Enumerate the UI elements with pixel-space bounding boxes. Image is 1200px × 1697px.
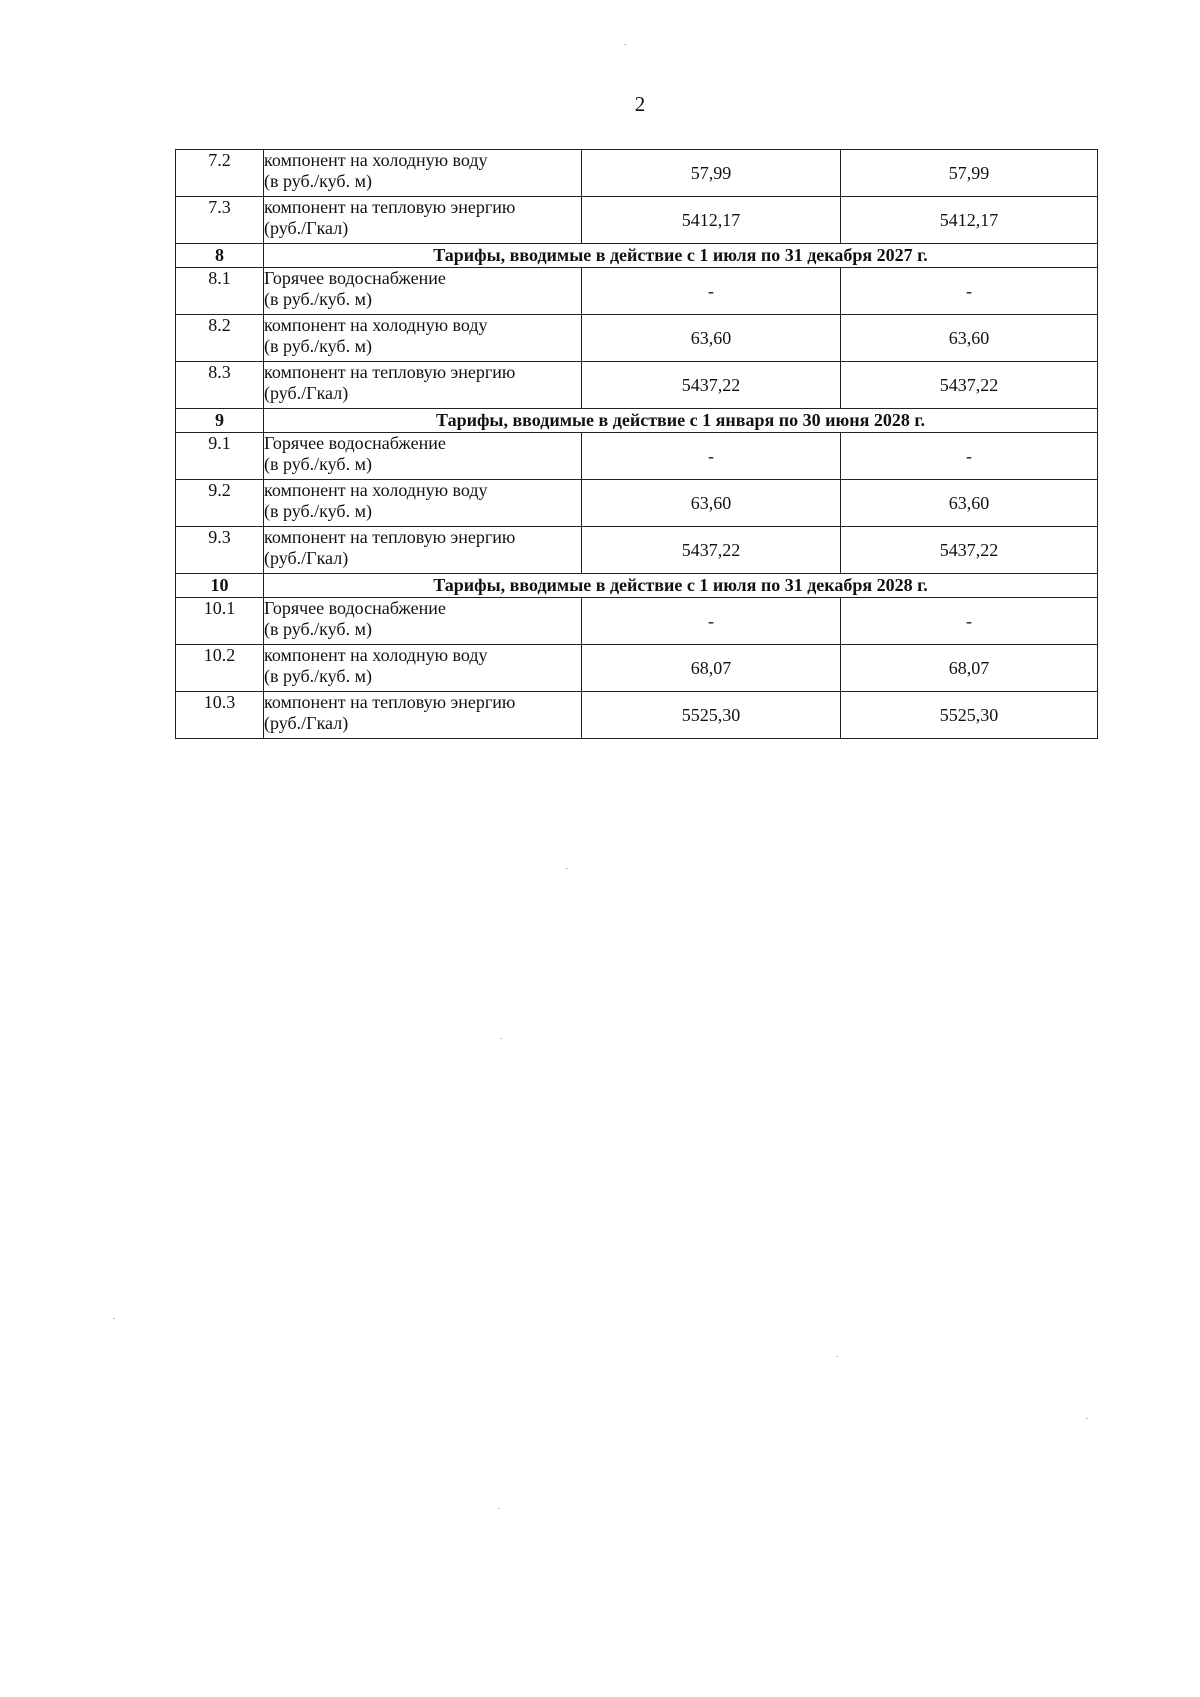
row-unit-line: (руб./Гкал): [264, 548, 349, 568]
row-description: [264, 692, 582, 739]
row-value-2: 5525,30: [841, 692, 1098, 739]
row-number: 7.2: [176, 150, 264, 197]
row-description: [264, 598, 582, 645]
row-number: 9.3: [176, 527, 264, 574]
scan-speck: [500, 1038, 502, 1039]
row-description-line: компонент на холодную воду: [264, 480, 488, 500]
scan-speck: [1086, 1418, 1088, 1419]
tariff-table: [175, 149, 1098, 739]
row-unit-line: (руб./Гкал): [264, 383, 349, 403]
scan-speck: [498, 1508, 500, 1509]
row-value-1: 5437,22: [582, 362, 841, 409]
row-description-line: компонент на холодную воду: [264, 150, 488, 170]
tariff-table-body: [176, 150, 1098, 739]
section-title: Тарифы, вводимые в действие с 1 января по 30 июня 2028 г.: [264, 409, 1098, 433]
table-row: [176, 268, 1098, 315]
row-value-1: -: [582, 268, 841, 315]
row-description: [264, 362, 582, 409]
row-unit-line: (в руб./куб. м): [264, 454, 372, 474]
row-unit-line: (в руб./куб. м): [264, 336, 372, 356]
row-description: [264, 480, 582, 527]
row-value-1: 5412,17: [582, 197, 841, 244]
table-row: [176, 598, 1098, 645]
section-title: Тарифы, вводимые в действие с 1 июля по 31 декабря 2028 г.: [264, 574, 1098, 598]
row-description: [264, 645, 582, 692]
row-description-line: Горячее водоснабжение: [264, 268, 446, 288]
row-value-2: -: [841, 598, 1098, 645]
section-number: 8: [176, 244, 264, 268]
row-description: [264, 527, 582, 574]
row-unit-line: (руб./Гкал): [264, 218, 349, 238]
row-unit-line: (в руб./куб. м): [264, 501, 372, 521]
row-description-line: Горячее водоснабжение: [264, 598, 446, 618]
section-row: [176, 409, 1098, 433]
row-value-2: 57,99: [841, 150, 1098, 197]
row-unit-line: (руб./Гкал): [264, 713, 349, 733]
section-title: Тарифы, вводимые в действие с 1 июля по 31 декабря 2027 г.: [264, 244, 1098, 268]
row-description-line: компонент на холодную воду: [264, 315, 488, 335]
row-description: [264, 268, 582, 315]
row-unit-line: (в руб./куб. м): [264, 619, 372, 639]
row-value-1: -: [582, 433, 841, 480]
row-description-line: Горячее водоснабжение: [264, 433, 446, 453]
row-number: 10.1: [176, 598, 264, 645]
row-description-line: компонент на тепловую энергию: [264, 197, 516, 217]
row-value-1: 5525,30: [582, 692, 841, 739]
section-row: [176, 244, 1098, 268]
row-value-1: 5437,22: [582, 527, 841, 574]
table-row: [176, 315, 1098, 362]
row-value-1: 57,99: [582, 150, 841, 197]
row-description-line: компонент на тепловую энергию: [264, 362, 516, 382]
row-number: 9.1: [176, 433, 264, 480]
row-value-2: 63,60: [841, 480, 1098, 527]
table-row: [176, 197, 1098, 244]
row-value-2: 5437,22: [841, 527, 1098, 574]
scan-speck: [566, 868, 568, 869]
scan-speck: [624, 44, 626, 45]
row-description: [264, 150, 582, 197]
table-row: [176, 645, 1098, 692]
row-value-1: 68,07: [582, 645, 841, 692]
row-value-2: 63,60: [841, 315, 1098, 362]
row-number: 8.3: [176, 362, 264, 409]
page-number: 2: [634, 92, 646, 116]
row-description: [264, 197, 582, 244]
row-value-2: 5412,17: [841, 197, 1098, 244]
row-number: 10.2: [176, 645, 264, 692]
row-number: 7.3: [176, 197, 264, 244]
row-value-2: 5437,22: [841, 362, 1098, 409]
row-value-1: 63,60: [582, 480, 841, 527]
row-description-line: компонент на тепловую энергию: [264, 527, 516, 547]
row-unit-line: (в руб./куб. м): [264, 666, 372, 686]
row-number: 8.1: [176, 268, 264, 315]
row-value-1: -: [582, 598, 841, 645]
table-row: [176, 150, 1098, 197]
table-row: [176, 480, 1098, 527]
section-number: 10: [176, 574, 264, 598]
scan-speck: [836, 1356, 838, 1357]
table-row: [176, 692, 1098, 739]
row-unit-line: (в руб./куб. м): [264, 171, 372, 191]
row-value-2: -: [841, 433, 1098, 480]
row-number: 8.2: [176, 315, 264, 362]
row-value-2: -: [841, 268, 1098, 315]
row-description-line: компонент на холодную воду: [264, 645, 488, 665]
row-number: 9.2: [176, 480, 264, 527]
table-row: [176, 527, 1098, 574]
section-row: [176, 574, 1098, 598]
section-number: 9: [176, 409, 264, 433]
table-row: [176, 362, 1098, 409]
row-unit-line: (в руб./куб. м): [264, 289, 372, 309]
row-description: [264, 433, 582, 480]
row-value-1: 63,60: [582, 315, 841, 362]
row-number: 10.3: [176, 692, 264, 739]
row-description-line: компонент на тепловую энергию: [264, 692, 516, 712]
row-value-2: 68,07: [841, 645, 1098, 692]
scan-speck: [113, 1318, 115, 1319]
table-row: [176, 433, 1098, 480]
row-description: [264, 315, 582, 362]
